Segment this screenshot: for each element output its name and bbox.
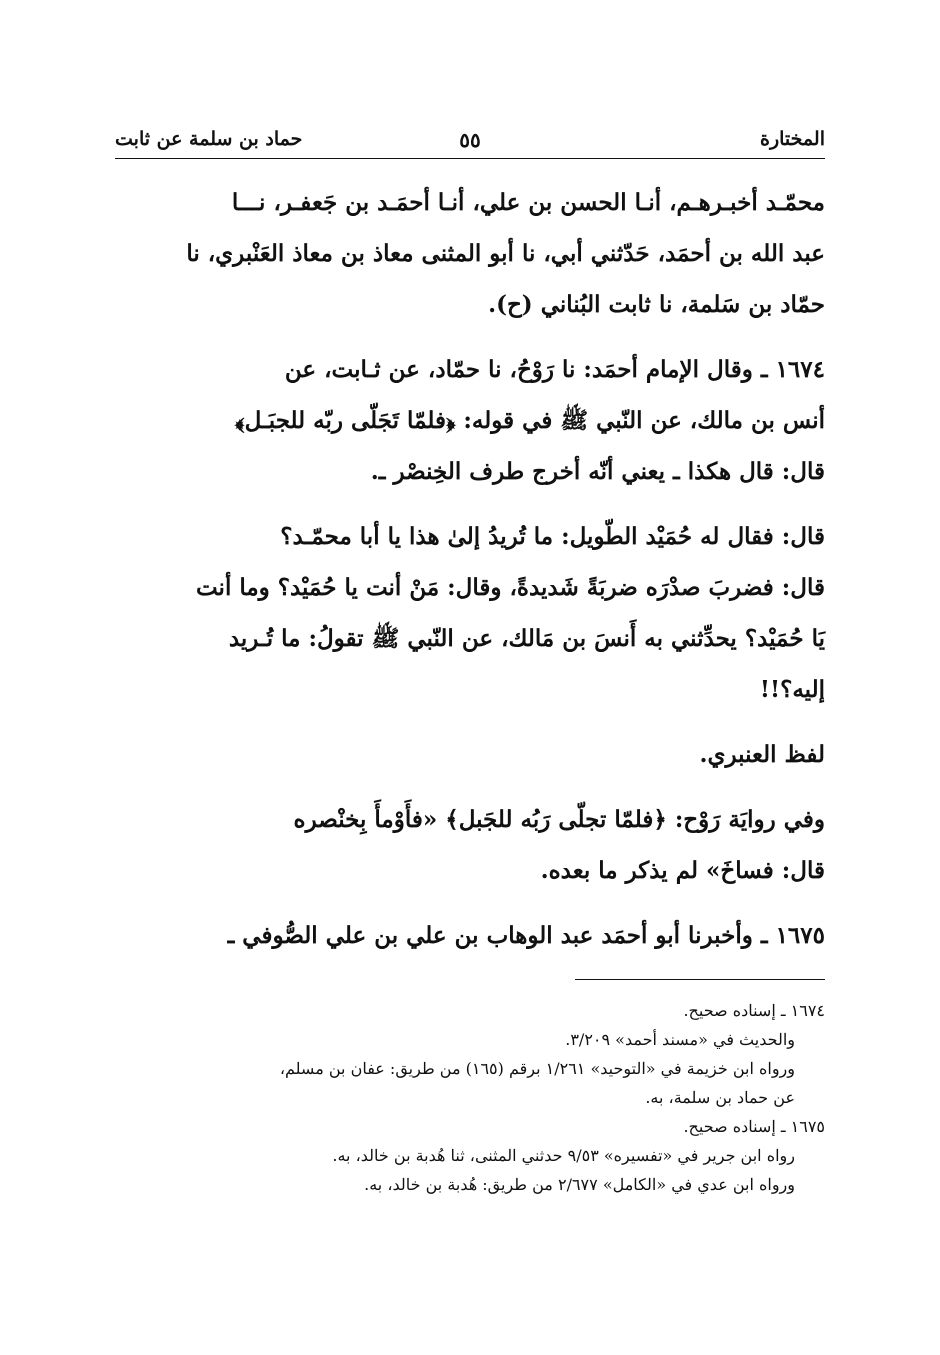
paragraph-humaid (115, 511, 825, 715)
main-text (115, 177, 825, 961)
text-line: لفظ العنبري. (699, 741, 825, 768)
header-book-title: المختارة (760, 128, 825, 150)
footnote-line: ١٦٧٥ ـ إسناده صحيح. (683, 1117, 825, 1136)
running-header (115, 118, 825, 159)
footnotes (115, 996, 825, 1199)
footnote-line: ورواه ابن خزيمة في «التوحيد» ١/٢٦١ برقم (١٦٥) من طريق: عفان بن مسلم، (279, 1059, 795, 1078)
footnote-1675 (115, 1112, 825, 1199)
footnote-line: ورواه ابن عدي في «الكامل» ٢/٦٧٧ من طريق: هُدبة بن خالد، به. (364, 1175, 795, 1194)
text-line: إليه؟!! (759, 676, 825, 703)
header-section-title: حماد بن سلمة عن ثابت (115, 128, 303, 150)
paragraph-riwaya (115, 794, 825, 896)
text-line: قال: قال هكذا ـ يعني أنّه أخرج طرف الخِنصْر ـ. (370, 458, 825, 485)
text-line: قال: فقال له حُمَيْد الطّويل: ما تُريدُ إلىٰ هذا يا أبا محمّـد؟ (280, 523, 825, 550)
document-page (115, 118, 825, 1315)
text-line: محمّـد أخبـرهـم، أنـا الحسن بن علي، أنـا أحمَـد بن جَعفـر، نـــا (231, 189, 825, 216)
footnote-line: رواه ابن جرير في «تفسيره» ٩/٥٣ حدثني المثنى، ثنا هُدبة بن خالد، به. (332, 1146, 795, 1165)
page-number: ٥٥ (459, 128, 481, 152)
footnote-line: ١٦٧٤ ـ إسناده صحيح. (683, 1001, 825, 1020)
footnote-1674 (115, 996, 825, 1112)
paragraph-hadith-1674 (115, 344, 825, 497)
text-line: يَا حُمَيْد؟ يحدِّثني به أَنسَ بن مَالك، عن النّبي ﷺ تقولُ: ما تُـريد (228, 625, 825, 652)
footnote-line: والحديث في «مسند أحمد» ٣/٢٠٩. (565, 1030, 795, 1049)
text-line: أنس بن مالك، عن النّبي ﷺ في قوله: ﴿فلمّا تَجَلّى ربّه للجبَـل﴾ (235, 407, 825, 434)
paragraph-hadith-1675 (115, 910, 825, 961)
footnote-separator (575, 979, 825, 980)
text-line: قال: فضربَ صدْرَه ضربَةً شَديدةً، وقال: مَنْ أنت يا حُمَيْد؟ وما أنت (195, 574, 825, 601)
paragraph-lafz (115, 729, 825, 780)
paragraph-isnad (115, 177, 825, 330)
text-line: ١٦٧٤ ـ وقال الإمام أحمَد: نا رَوْحُ، نا حمّاد، عن ثـابت، عن (284, 356, 825, 383)
text-line: وفي روايَة رَوْح: ﴿فلمّا تجلّى رَبُه للجَبل﴾ «فأَوْمأَ بِخنْصره (293, 806, 825, 833)
footnote-line: عن حماد بن سلمة، به. (645, 1088, 795, 1107)
text-line: ١٦٧٥ ـ وأخبرنا أبو أحمَد عبد الوهاب بن علي بن علي الصُّوفي ـ (227, 922, 825, 949)
text-line: حمّاد بن سَلمة، نا ثابت البُناني (ح). (488, 291, 825, 318)
text-line: عبد الله بن أحمَد، حَدّثني أبي، نا أبو المثنى معاذ بن معاذ العَنْبري، نا (186, 240, 825, 267)
text-line: قال: فساخَ» لم يذكر ما بعده. (540, 857, 825, 884)
